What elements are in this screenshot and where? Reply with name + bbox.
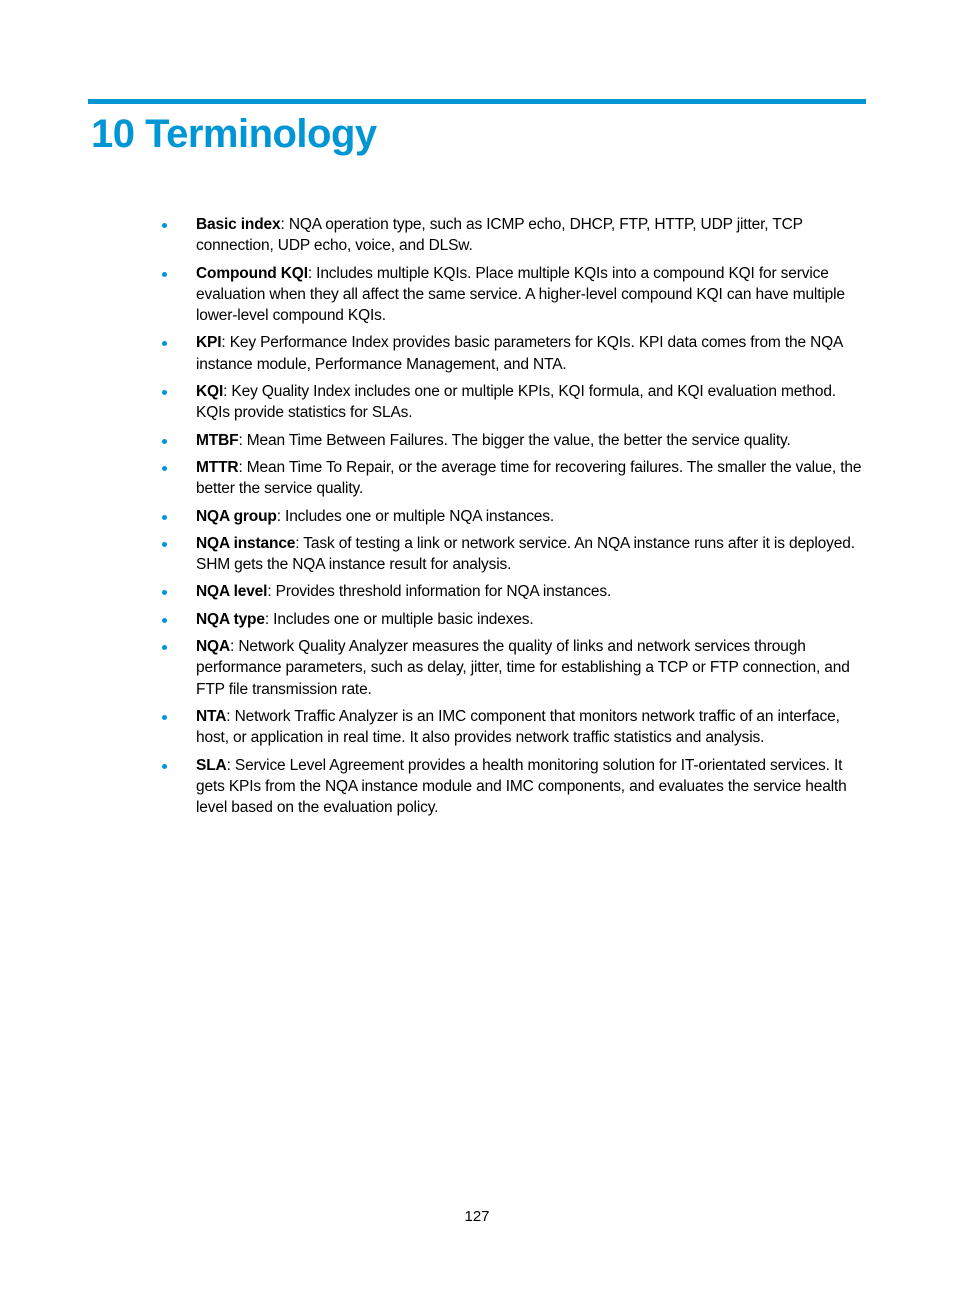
term-definition: : Provides threshold information for NQA instances. bbox=[267, 583, 612, 601]
term-name: KQI bbox=[196, 383, 224, 401]
terminology-list bbox=[160, 214, 870, 824]
bullet-icon bbox=[162, 341, 167, 346]
term-definition: : Key Quality Index includes one or multiple KPIs, KQI formula, and KQI evaluation method. KQIs provide statistics for SLAs. bbox=[196, 383, 836, 422]
chapter-rule bbox=[88, 99, 866, 104]
term-name: MTTR bbox=[196, 458, 239, 476]
bullet-icon bbox=[162, 590, 167, 595]
bullet-icon bbox=[162, 390, 167, 395]
term-name: SLA bbox=[196, 756, 227, 774]
term-definition: : Mean Time To Repair, or the average time for recovering failures. The smaller the value, the better the service quality. bbox=[196, 458, 862, 498]
term-item-nqa-group bbox=[160, 506, 870, 527]
term-definition: : Task of testing a link or network service. An NQA instance runs after it is deployed. SHM gets the NQA instance result for analysis. bbox=[196, 534, 855, 574]
term-name: Basic index bbox=[196, 216, 281, 233]
term-definition: : Key Performance Index provides basic parameters for KQIs. KPI data comes from the NQA instance module, Performance Management, and NTA. bbox=[196, 334, 843, 373]
term-name: NQA instance bbox=[196, 534, 296, 552]
term-item-nqa-level bbox=[160, 581, 870, 602]
term-name: KPI bbox=[196, 334, 222, 352]
term-item-kpi bbox=[160, 332, 870, 375]
term-item-sla bbox=[160, 755, 870, 819]
bullet-icon bbox=[162, 272, 167, 277]
bullet-icon bbox=[162, 715, 167, 720]
term-name: NTA bbox=[196, 707, 227, 725]
term-item-nqa-type bbox=[160, 609, 870, 630]
term-item-basic-index bbox=[160, 214, 870, 257]
term-definition: : Service Level Agreement provides a health monitoring solution for IT-orientated services. It gets KPIs from the NQA instance module and IMC components, and evaluates the service health level based on the evaluation policy. bbox=[196, 756, 847, 817]
bullet-icon bbox=[162, 466, 167, 471]
bullet-icon bbox=[162, 764, 167, 769]
term-item-nta bbox=[160, 706, 870, 749]
bullet-icon bbox=[162, 645, 167, 650]
bullet-icon bbox=[162, 618, 167, 623]
term-name: NQA group bbox=[196, 507, 277, 525]
term-name: NQA type bbox=[196, 610, 265, 628]
term-item-kqi bbox=[160, 381, 870, 424]
bullet-icon bbox=[162, 223, 167, 228]
term-definition: : Network Traffic Analyzer is an IMC component that monitors network traffic of an interface, host, or application in real time. It also provides network traffic statistics and analysis. bbox=[196, 707, 840, 747]
term-definition: : Includes one or multiple basic indexes. bbox=[264, 610, 534, 628]
page-number: 127 bbox=[464, 1208, 490, 1225]
bullet-icon bbox=[162, 439, 167, 444]
term-definition: : Includes one or multiple NQA instances. bbox=[276, 507, 555, 525]
term-item-nqa-instance bbox=[160, 533, 870, 576]
chapter-title: 10 Terminology bbox=[91, 112, 377, 156]
term-name: Compound KQI bbox=[196, 264, 308, 282]
term-name: NQA bbox=[196, 638, 230, 656]
term-definition: : Mean Time Between Failures. The bigger the value, the better the service quality. bbox=[238, 431, 791, 449]
term-definition: : NQA operation type, such as ICMP echo, DHCP, FTP, HTTP, UDP jitter, TCP connection, UDP echo, voice, and DLSw. bbox=[196, 216, 803, 255]
term-item-compound-kqi bbox=[160, 263, 870, 327]
term-name: MTBF bbox=[196, 431, 239, 449]
term-item-nqa bbox=[160, 636, 870, 700]
term-definition: : Network Quality Analyzer measures the quality of links and network services through performance parameters, such as delay, jitter, time for establishing a TCP or FTP connection, and FTP file transmission rate. bbox=[196, 638, 850, 698]
term-item-mtbf bbox=[160, 430, 870, 451]
term-definition: : Includes multiple KQIs. Place multiple KQIs into a compound KQI for service evaluation when they all affect the same service. A higher-level compound KQI can have multiple lower-level compound KQIs. bbox=[196, 264, 845, 325]
term-name: NQA level bbox=[196, 583, 268, 601]
term-item-mttr bbox=[160, 457, 870, 500]
bullet-icon bbox=[162, 542, 167, 547]
bullet-icon bbox=[162, 515, 167, 520]
